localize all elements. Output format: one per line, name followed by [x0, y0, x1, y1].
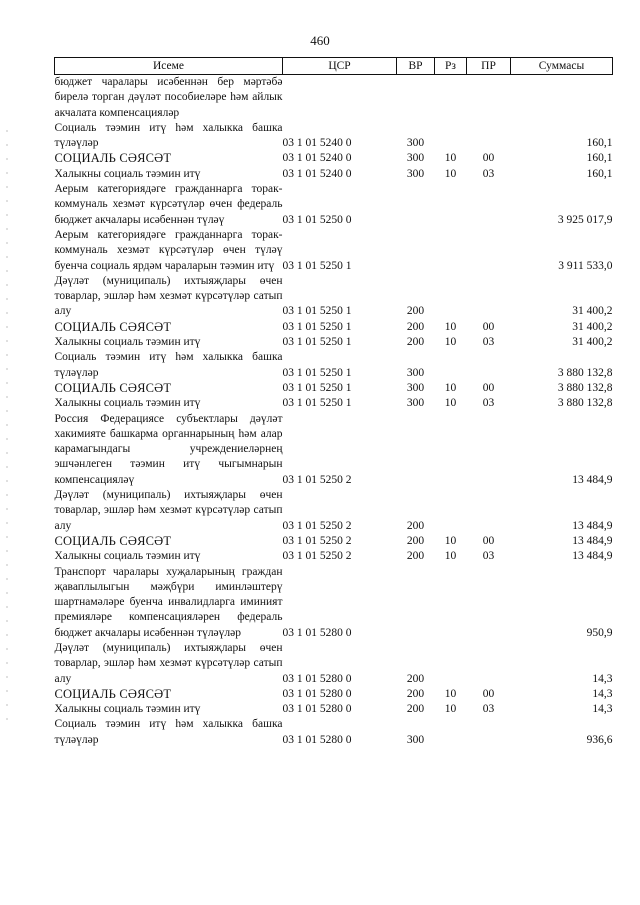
row-rz: 10: [444, 703, 457, 716]
row-vr: 300: [406, 167, 425, 180]
margin-scan-marks: [6, 130, 8, 730]
row-pr: 03: [482, 397, 495, 410]
row-vr: 300: [406, 381, 425, 394]
row-csr: 03 1 01 5240 0: [282, 167, 352, 180]
row-rz: [435, 641, 467, 687]
row-pr: 00: [482, 320, 495, 333]
row-csr: 03 1 01 5250 1: [282, 336, 352, 349]
row-csr: 03 1 01 5280 0: [282, 672, 352, 685]
row-csr: 03 1 01 5250 0: [282, 213, 352, 226]
row-vr: [397, 228, 435, 274]
row-vr: 200: [406, 534, 425, 547]
table-row: [55, 274, 613, 320]
row-csr: 03 1 01 5250 2: [282, 473, 352, 486]
row-pr: [467, 228, 511, 274]
row-name: Халыкны социаль тәэмин итү: [54, 550, 201, 563]
row-name: Социаль тәэмин итү һәм халыкка башка түләүләр: [54, 351, 283, 379]
table-row: [55, 687, 613, 702]
row-rz: [435, 75, 467, 121]
row-pr: 00: [482, 687, 495, 700]
row-sum: 31 400,2: [572, 320, 613, 333]
row-rz: [435, 228, 467, 274]
row-csr: 03 1 01 5240 0: [282, 152, 352, 165]
row-name: СОЦИАЛЬ СӘЯСӘТ: [54, 686, 172, 701]
row-name: Социаль тәэмин итү һәм халыкка башка түләүләр: [54, 718, 283, 746]
row-pr: 03: [482, 550, 495, 563]
row-sum: 13 484,9: [572, 473, 613, 486]
row-pr: [467, 75, 511, 121]
table-row: [55, 488, 613, 534]
table-row: [55, 121, 613, 152]
row-name: Социаль тәэмин итү һәм халыкка башка түләүләр: [54, 121, 283, 150]
header-csr: ЦСР: [283, 58, 397, 75]
row-vr: [397, 412, 435, 488]
row-rz: [435, 412, 467, 488]
row-pr: 00: [482, 534, 495, 547]
row-name: СОЦИАЛЬ СӘЯСӘТ: [54, 380, 172, 395]
table-row: [55, 717, 613, 748]
row-sum: 14,3: [592, 672, 613, 685]
row-name: Халыкны социаль тәэмин итү: [54, 167, 201, 180]
row-name: СОЦИАЛЬ СӘЯСӘТ: [54, 319, 172, 334]
table-row: [55, 320, 613, 335]
row-pr: [467, 182, 511, 228]
row-rz: [435, 717, 467, 748]
table-row: [55, 412, 613, 488]
row-rz: [435, 488, 467, 534]
header-vr: ВР: [397, 58, 435, 75]
row-csr: 03 1 01 5250 2: [282, 534, 352, 547]
table-header-row: [55, 58, 613, 75]
table-row: [55, 167, 613, 182]
row-sum: 13 484,9: [572, 519, 613, 532]
row-name: Халыкны социаль тәэмин итү: [54, 703, 201, 716]
row-vr: 300: [406, 137, 425, 150]
row-sum: 13 484,9: [572, 550, 613, 563]
row-csr: 03 1 01 5250 1: [282, 397, 352, 410]
row-pr: [467, 412, 511, 488]
row-vr: 200: [406, 519, 425, 532]
row-vr: 300: [406, 397, 425, 410]
row-name: Россия Федерациясе субъектлары дәүләт хакимияте башкарма органнарының һәм алар карамагындагы учреждениеләрнең эшчәнлеген тәэмин итү чыгымнарын компенсацияләү: [54, 412, 283, 486]
row-name: Дәүләт (муниципаль) ихтыяҗлары өчен товарлар, эшләр һәм хезмәт күрсәтүләр сатып алу: [54, 274, 283, 318]
row-name: СОЦИАЛЬ СӘЯСӘТ: [54, 533, 172, 548]
row-csr: 03 1 01 5250 2: [282, 519, 352, 532]
row-pr: 00: [482, 381, 495, 394]
row-sum: 3 880 132,8: [557, 397, 613, 410]
row-sum: 31 400,2: [572, 305, 613, 318]
row-name: бюджет чаралары исәбеннән бер мәртәбә бирелә торган дәүләт пособиеләре һәм айлык акчалата компенсацияләр: [54, 76, 283, 119]
row-rz: 10: [444, 167, 457, 180]
row-vr: 200: [406, 320, 425, 333]
row-name: Транспорт чаралары хуҗаларының граждан җаваплылыгын мәҗбүри иминләштерү шартнамәләре буенча инвалидларга иминият премияләре компенсацияләрен федераль бюджет акчалары исәбеннән түләүләр: [54, 565, 283, 639]
page-number: 460: [310, 33, 330, 48]
row-pr: [467, 350, 511, 381]
row-csr: 03 1 01 5250 1: [282, 305, 352, 318]
row-pr: 03: [482, 167, 495, 180]
row-sum: 14,3: [592, 703, 613, 716]
table-row: [55, 75, 613, 121]
header-sum: Суммасы: [511, 58, 613, 75]
row-vr: 300: [406, 733, 425, 746]
row-vr: 200: [406, 336, 425, 349]
row-vr: [397, 565, 435, 641]
table-row: [55, 534, 613, 549]
row-rz: 10: [444, 336, 457, 349]
row-pr: 03: [482, 703, 495, 716]
row-rz: 10: [444, 397, 457, 410]
table-row: [55, 396, 613, 411]
row-rz: [435, 274, 467, 320]
table-row: [55, 151, 613, 166]
row-csr: 03 1 01 5280 0: [282, 687, 352, 700]
row-name: Аерым категориядәге гражданнарга торак-коммуналь хезмәт күрсәтүләр өчен түләү буенча социаль ярдәм чараларын тәэмин итү: [54, 228, 283, 272]
row-rz: 10: [444, 534, 457, 547]
row-rz: [435, 121, 467, 152]
budget-table: [54, 57, 613, 748]
row-rz: 10: [444, 381, 457, 394]
table-row: [55, 641, 613, 687]
row-sum: 31 400,2: [572, 336, 613, 349]
row-vr: 200: [406, 305, 425, 318]
row-vr: 300: [406, 152, 425, 165]
row-rz: 10: [444, 152, 457, 165]
row-vr: 200: [406, 687, 425, 700]
row-pr: [467, 121, 511, 152]
row-sum: 3 880 132,8: [557, 366, 613, 379]
row-vr: [397, 75, 435, 121]
row-sum: 3 925 017,9: [557, 213, 613, 226]
row-rz: [435, 182, 467, 228]
row-name: Дәүләт (муниципаль) ихтыяҗлары өчен товарлар, эшләр һәм хезмәт күрсәтүләр сатып алу: [54, 489, 283, 532]
row-sum: 13 484,9: [572, 534, 613, 547]
row-vr: 200: [406, 550, 425, 563]
row-pr: [467, 565, 511, 641]
row-sum: 3 911 533,0: [558, 259, 613, 272]
row-sum: 160,1: [586, 167, 613, 180]
table-row: [55, 335, 613, 350]
row-csr: 03 1 01 5280 0: [282, 703, 352, 716]
table-row: [55, 350, 613, 381]
row-name: СОЦИАЛЬ СӘЯСӘТ: [54, 151, 172, 166]
table-row: [55, 381, 613, 396]
row-rz: 10: [444, 320, 457, 333]
row-pr: [467, 274, 511, 320]
row-csr: 03 1 01 5240 0: [282, 137, 352, 150]
row-vr: 300: [406, 366, 425, 379]
header-rz: Рз: [435, 58, 467, 75]
row-name: Аерым категориядәге гражданнарга торак-коммуналь хезмәт күрсәтүләр өчен федераль бюджет акчалары исәбеннән түләү: [54, 183, 283, 226]
table-row: [55, 182, 613, 228]
row-sum: 3 880 132,8: [557, 381, 613, 394]
row-sum: 160,1: [586, 137, 613, 150]
row-pr: [467, 488, 511, 534]
row-pr: 00: [482, 152, 495, 165]
row-csr: 03 1 01 5250 1: [282, 320, 352, 333]
header-name: Исеме: [55, 58, 283, 75]
row-csr: 03 1 01 5250 2: [282, 550, 352, 563]
row-name: Халыкны социаль тәэмин итү: [54, 336, 201, 349]
row-csr: 03 1 01 5250 1: [282, 381, 352, 394]
row-pr: [467, 641, 511, 687]
row-vr: [397, 182, 435, 228]
row-pr: 03: [482, 336, 495, 349]
row-sum: 14,3: [592, 687, 613, 700]
row-sum: [511, 75, 613, 121]
row-rz: 10: [444, 687, 457, 700]
row-csr: [283, 75, 397, 121]
row-csr: 03 1 01 5280 0: [282, 626, 352, 639]
row-sum: 160,1: [586, 152, 613, 165]
row-rz: 10: [444, 550, 457, 563]
row-csr: 03 1 01 5280 0: [282, 733, 352, 746]
row-rz: [435, 565, 467, 641]
row-csr: 03 1 01 5250 1: [282, 366, 352, 379]
table-row: [55, 228, 613, 274]
row-pr: [467, 717, 511, 748]
row-vr: 200: [406, 703, 425, 716]
row-rz: [435, 350, 467, 381]
row-sum: 950,9: [586, 626, 613, 639]
row-vr: 200: [406, 672, 425, 685]
table-row: [55, 565, 613, 641]
table-row: [55, 702, 613, 717]
row-csr: 03 1 01 5250 1: [282, 259, 352, 272]
table-row: [55, 549, 613, 564]
row-name: Дәүләт (муниципаль) ихтыяҗлары өчен товарлар, эшләр һәм хезмәт күрсәтүләр сатып алу: [54, 641, 283, 685]
header-pr: ПР: [467, 58, 511, 75]
row-sum: 936,6: [586, 733, 613, 746]
row-name: Халыкны социаль тәэмин итү: [54, 397, 201, 410]
